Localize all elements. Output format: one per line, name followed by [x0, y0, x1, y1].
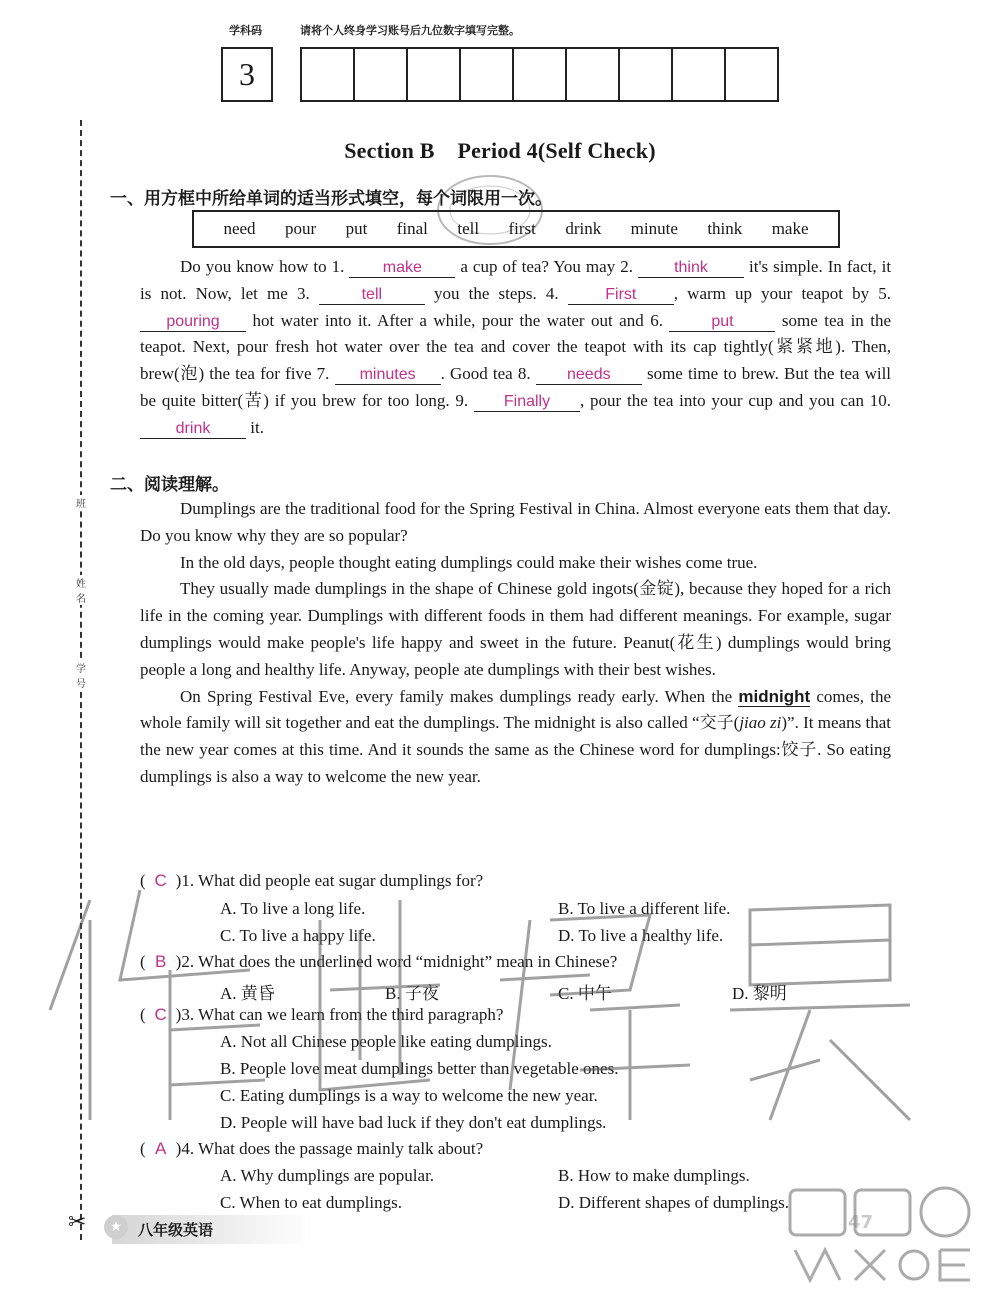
option-c[interactable]: C. To live a happy life.: [220, 926, 376, 945]
page-title: Section B Period 4(Self Check): [344, 138, 656, 163]
question-stem: )1. What did people eat sugar dumplings for?: [175, 871, 484, 890]
question-stem: )3. What can we learn from the third paragraph?: [175, 1005, 504, 1024]
answer-blank-8[interactable]: needs: [536, 365, 642, 385]
word-bank-item: final: [396, 219, 428, 238]
pinyin: jiao zi: [739, 713, 782, 733]
answer-blank-5[interactable]: pouring: [140, 312, 246, 332]
answer-blank-7[interactable]: minutes: [335, 365, 441, 385]
answer-blank-4[interactable]: First: [568, 285, 674, 305]
option-a[interactable]: A. To live a long life.: [220, 899, 366, 918]
question-1: ( C )1. What did people eat sugar dumplings for?: [140, 871, 484, 890]
paragraph-text: comes, the whole family will sit together and eat the dumplings. The midnight is also called “交子(: [140, 686, 892, 733]
account-digit-grid[interactable]: [300, 47, 779, 102]
digit-cell[interactable]: [567, 49, 620, 100]
question-3: ( C )3. What can we learn from the third paragraph?: [140, 1005, 504, 1024]
cloze-text: . Good tea 8.: [440, 364, 531, 384]
paragraph-text: They usually made dumplings in the shape of Chinese gold ingots(金锭), because they hoped for a rich life in the coming year. Dumplings with different foods in them had different meanings. For example, sugar dumplings would make people's life happy and sweet in the future. Peanut(花生) dumplings would bring people a long and healthy life. Anyway, people ate dumplings with their best wishes.: [140, 579, 891, 679]
question-4: ( A )4. What does the passage mainly talk about?: [140, 1139, 484, 1158]
account-instruction: 请将个人终身学习账号后九位数字填写完整。: [300, 24, 520, 37]
option-d[interactable]: D. To live a healthy life.: [558, 926, 724, 945]
subject-code-value: 3: [239, 56, 255, 92]
question-stem: )2. What does the underlined word “midnight” mean in Chinese?: [175, 952, 618, 971]
digit-cell[interactable]: [620, 49, 673, 100]
answer-blank-10[interactable]: drink: [140, 419, 246, 439]
answer-blank-6[interactable]: put: [669, 312, 775, 332]
cloze-text: it's simple. In fact, it is not. Now, let me 3.: [140, 257, 892, 303]
word-bank-item: make: [771, 219, 809, 238]
passage-paragraph-3: [140, 576, 891, 683]
cloze-text: , warm up your teapot by 5.: [673, 283, 892, 303]
cloze-text: it.: [250, 417, 264, 437]
question-answer[interactable]: C: [154, 1005, 167, 1024]
cloze-text: , pour the tea into your cup and you can 10.: [579, 390, 892, 410]
question-answer[interactable]: C: [154, 871, 167, 890]
digit-cell[interactable]: [302, 49, 355, 100]
cut-label-class: 班: [72, 495, 90, 510]
scissors-icon: ✂: [68, 1210, 87, 1235]
subject-code-box: [221, 47, 273, 102]
cloze-text: some tea in the teapot. Next, pour fresh hot water over the tea and cover the teapot with its cap tightly(紧紧地). Then, brew(泡) the tea for five 7.: [140, 310, 892, 384]
word-bank-item: pour: [284, 219, 317, 238]
corner-watermark-logo-icon: [770, 1180, 990, 1290]
question-answer[interactable]: B: [155, 952, 167, 971]
paragraph-text: On Spring Festival Eve, every family makes dumplings ready early. When the: [180, 686, 733, 706]
passage-paragraph-2: [140, 550, 891, 577]
digit-cell[interactable]: [726, 49, 779, 100]
cloze-text: Do you know how to 1.: [180, 257, 345, 276]
page-number: 47: [848, 1212, 874, 1233]
part2-heading: 二、阅读理解。: [110, 475, 229, 495]
passage-paragraph-4: [140, 684, 891, 791]
option-d[interactable]: D. People will have bad luck if they don't eat dumplings.: [220, 1113, 607, 1132]
word-bank-item: minute: [630, 219, 678, 238]
question-answer[interactable]: A: [155, 1139, 167, 1158]
option-a[interactable]: A. Not all Chinese people like eating dumplings.: [220, 1032, 552, 1051]
cloze-passage: [140, 254, 891, 442]
option-b[interactable]: B. 子夜: [385, 984, 439, 1003]
cloze-text: a cup of tea? You may 2.: [460, 257, 633, 276]
cloze-text: some time to brew. But the tea will be quite bitter(苦) if you brew for too long. 9.: [140, 364, 892, 410]
digit-cell[interactable]: [408, 49, 461, 100]
word-bank-item: think: [707, 219, 743, 238]
answer-blank-2[interactable]: think: [638, 258, 744, 278]
question-stem: )4. What does the passage mainly talk about?: [175, 1139, 484, 1158]
cut-label-name: 姓名: [72, 575, 90, 605]
digit-cell[interactable]: [461, 49, 514, 100]
option-c[interactable]: C. When to eat dumplings.: [220, 1193, 402, 1212]
subject-code-label: 学科码: [229, 24, 262, 37]
reading-passage: [140, 496, 891, 791]
option-a[interactable]: A. Why dumplings are popular.: [220, 1166, 435, 1185]
word-bank-item: need: [223, 219, 256, 238]
option-c[interactable]: C. 中午: [558, 984, 612, 1003]
word-bank-item: first: [508, 219, 536, 238]
digit-cell[interactable]: [355, 49, 408, 100]
part1-heading: 一、用方框中所给单词的适当形式填空，每个词限用一次。: [110, 189, 552, 209]
underlined-word: midnight: [738, 686, 811, 706]
option-b[interactable]: B. To live a different life.: [558, 899, 731, 918]
question-2: ( B )2. What does the underlined word “midnight” mean in Chinese?: [140, 952, 618, 971]
word-bank-item: tell: [457, 219, 480, 238]
option-d[interactable]: D. Different shapes of dumplings.: [558, 1193, 790, 1212]
footer-grade-label: 八年级英语: [112, 1215, 313, 1244]
option-d[interactable]: D. 黎明: [732, 984, 787, 1003]
digit-cell[interactable]: [673, 49, 726, 100]
watermark-logo-icon: [30, 860, 930, 1160]
word-bank-item: drink: [565, 219, 602, 238]
option-b[interactable]: B. People love meat dumplings better than vegetable ones.: [220, 1059, 619, 1078]
paragraph-text: In the old days, people thought eating dumplings could make their wishes come true.: [180, 552, 758, 572]
cloze-text: you the steps. 4.: [433, 283, 559, 303]
digit-cell[interactable]: [514, 49, 567, 100]
cut-label-number: 学号: [72, 660, 90, 690]
star-icon: ★: [104, 1215, 128, 1239]
word-bank-item: put: [345, 219, 368, 238]
answer-blank-9[interactable]: Finally: [474, 392, 580, 412]
option-b[interactable]: B. How to make dumplings.: [558, 1166, 750, 1185]
answer-blank-3[interactable]: tell: [319, 285, 425, 305]
paragraph-text: Dumplings are the traditional food for the Spring Festival in China. Almost everyone eats them that day. Do you know why they are so popular?: [140, 499, 891, 545]
option-a[interactable]: A. 黄昏: [220, 984, 275, 1003]
cloze-text: hot water into it. After a while, pour the water out and 6.: [252, 310, 663, 330]
paragraph-text: )”. It means that the new year comes at this time. And it sounds the same as the Chinese word for dumplings:饺子. So eating dumplings is also a way to welcome the new year.: [140, 713, 891, 786]
answer-blank-1[interactable]: make: [349, 258, 455, 278]
option-c[interactable]: C. Eating dumplings is a way to welcome the new year.: [220, 1086, 598, 1105]
passage-paragraph-1: [140, 496, 891, 550]
word-bank: [192, 210, 840, 248]
